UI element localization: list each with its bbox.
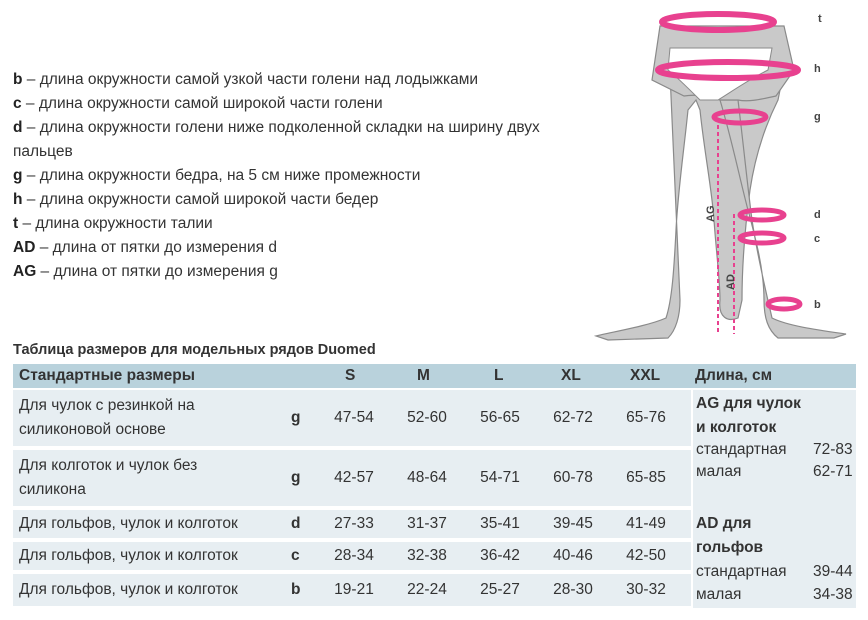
header-standard-sizes: Стандартные размеры xyxy=(19,367,195,384)
table-row xyxy=(13,542,691,570)
ad-standard-label: стандартная xyxy=(696,563,787,580)
legend-item-t xyxy=(13,212,573,236)
table-row xyxy=(13,510,691,538)
row-value-l: 56-65 xyxy=(480,409,520,426)
ag-standard-label: стандартная xyxy=(696,441,787,458)
table-header xyxy=(13,364,856,388)
ag-small-label: малая xyxy=(696,463,742,480)
length-panel xyxy=(693,390,856,608)
band-c xyxy=(740,233,784,243)
row-value-m: 31-37 xyxy=(407,515,447,532)
legend-text: – длина окружности бедра, на 5 см ниже промежности xyxy=(22,167,421,184)
label-d: d xyxy=(814,209,821,221)
ag-title-line1: AG для чулок xyxy=(696,395,801,412)
legend-text: – длина окружности голени ниже подколенной складки на ширину двух пальцев xyxy=(13,119,540,160)
label-h: h xyxy=(814,63,821,75)
row-measure: b xyxy=(291,581,301,598)
legend-item-ad xyxy=(13,236,573,260)
row-value-xxl: 42-50 xyxy=(626,547,666,564)
label-t: t xyxy=(818,13,822,25)
row-value-xxl: 30-32 xyxy=(626,581,666,598)
table-row xyxy=(13,390,691,446)
ad-small-label: малая xyxy=(696,586,742,603)
row-measure: c xyxy=(291,547,300,564)
label-ag: AG xyxy=(705,205,717,222)
row-value-l: 54-71 xyxy=(480,469,520,486)
header-size-xxl: XXL xyxy=(630,367,661,384)
header-size-l: L xyxy=(494,367,504,384)
measurement-legend xyxy=(13,68,573,284)
legend-key: g xyxy=(13,167,23,184)
legend-key: b xyxy=(13,71,23,88)
legend-key: t xyxy=(13,215,19,232)
ag-small-value: 62-71 xyxy=(813,463,853,480)
row-value-xxl: 65-85 xyxy=(626,469,666,486)
ag-standard-value: 72-83 xyxy=(813,441,853,458)
row-value-xl: 62-72 xyxy=(553,409,593,426)
row-measure: d xyxy=(291,515,301,532)
header-size-m: M xyxy=(417,367,430,384)
row-label-line2: силиконовой основе xyxy=(19,421,166,438)
row-value-xl: 39-45 xyxy=(553,515,593,532)
row-value-xl: 60-78 xyxy=(553,469,593,486)
legend-key: d xyxy=(13,119,23,136)
legend-text: – длина окружности самой узкой части голени над лодыжками xyxy=(22,71,479,88)
row-value-xxl: 41-49 xyxy=(626,515,666,532)
legend-text: – длина окружности талии xyxy=(18,215,213,232)
ad-title-line1: AD для xyxy=(696,515,752,532)
leg-measurement-diagram xyxy=(588,0,868,345)
legend-item-ag xyxy=(13,260,573,284)
row-value-m: 52-60 xyxy=(407,409,447,426)
legend-text: – длина окружности самой широкой части голени xyxy=(21,95,383,112)
row-label-line1: Для гольфов, чулок и колготок xyxy=(19,547,238,564)
row-label-line1: Для колготок и чулок без xyxy=(19,457,198,474)
row-label-line1: Для чулок с резинкой на xyxy=(19,397,195,414)
ad-small-value: 34-38 xyxy=(813,586,853,603)
label-ad: AD xyxy=(725,274,737,290)
row-value-l: 35-41 xyxy=(480,515,520,532)
ag-title-line2: и колготок xyxy=(696,419,777,436)
row-value-l: 36-42 xyxy=(480,547,520,564)
header-length: Длина, см xyxy=(695,367,773,384)
legend-text: – длина от пятки до измерения g xyxy=(36,263,278,280)
row-value-l: 25-27 xyxy=(480,581,520,598)
row-label-line2: силикона xyxy=(19,481,86,498)
label-c: c xyxy=(814,233,821,245)
legend-item-c xyxy=(13,92,573,116)
table-row xyxy=(13,574,691,606)
header-size-s: S xyxy=(345,367,356,384)
legend-key: c xyxy=(13,95,22,112)
label-g: g xyxy=(814,111,821,123)
row-measure: g xyxy=(291,469,301,486)
legend-key: AG xyxy=(13,263,37,280)
row-label-line1: Для гольфов, чулок и колготок xyxy=(19,581,238,598)
row-value-s: 19-21 xyxy=(334,581,374,598)
row-measure: g xyxy=(291,409,301,426)
legend-item-d xyxy=(13,116,573,164)
label-b: b xyxy=(814,299,821,311)
legend-key: h xyxy=(13,191,23,208)
legend-text: – длина окружности самой широкой части бедер xyxy=(22,191,379,208)
table-row xyxy=(13,450,691,506)
legend-item-h xyxy=(13,188,573,212)
row-value-m: 32-38 xyxy=(407,547,447,564)
row-value-xl: 28-30 xyxy=(553,581,593,598)
row-value-m: 22-24 xyxy=(407,581,447,598)
band-b xyxy=(768,299,800,309)
row-value-s: 28-34 xyxy=(334,547,374,564)
row-value-xl: 40-46 xyxy=(553,547,593,564)
row-value-s: 47-54 xyxy=(334,409,374,426)
legend-item-g xyxy=(13,164,573,188)
row-value-xxl: 65-76 xyxy=(626,409,666,426)
row-value-m: 48-64 xyxy=(407,469,447,486)
legend-item-b xyxy=(13,68,573,92)
legend-text: – длина от пятки до измерения d xyxy=(35,239,277,256)
table-title: Таблица размеров для модельных рядов Duomed xyxy=(13,342,376,358)
row-value-s: 42-57 xyxy=(334,469,374,486)
header-size-xl: XL xyxy=(561,367,581,384)
ad-standard-value: 39-44 xyxy=(813,563,853,580)
row-value-s: 27-33 xyxy=(334,515,374,532)
ad-title-line2: гольфов xyxy=(696,539,764,556)
legend-key: AD xyxy=(13,239,36,256)
row-label-line1: Для гольфов, чулок и колготок xyxy=(19,515,238,532)
band-t xyxy=(662,14,774,30)
